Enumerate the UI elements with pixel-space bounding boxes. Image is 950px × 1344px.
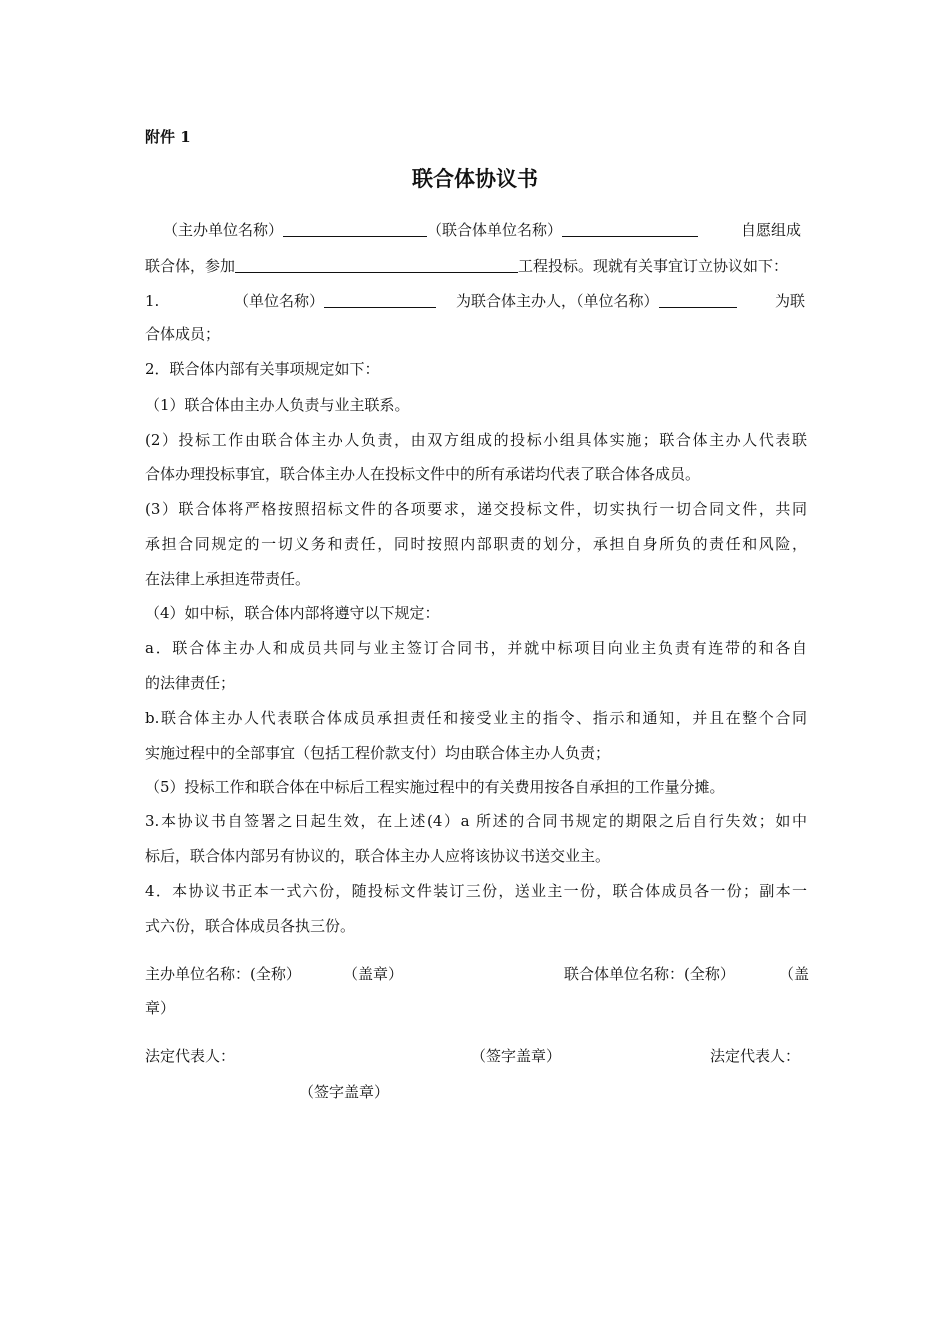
item-3-line-2: 标后，联合体内部另有协议的，联合体主办人应将该协议书送交业主。 (145, 847, 611, 865)
project-name-blank (235, 256, 518, 273)
sub-item-3-line-2: 承担合同规定的一切义务和责任，同时按照内部职责的划分，承担自身所负的责任和风险， (145, 535, 807, 553)
item-1-lead-text: 为联合体主办人，（单位名称） (456, 292, 659, 310)
document-title: 联合体协议书 (412, 166, 538, 191)
sub-item-3-line-3: 在法律上承担连带责任。 (145, 570, 311, 588)
item-1-number: 1. (145, 292, 160, 310)
sub-item-2-line-1: (2）投标工作由联合体主办人负责，由双方组成的投标小组具体实施；联合体主办人代表联 (145, 431, 807, 449)
intro-agreement: 工程投标。现就有关事宜订立协议如下： (518, 257, 789, 275)
sub-item-2-line-2: 合体办理投标事宜，联合体主办人在投标文件中的所有承诺均代表了联合体各成员。 (145, 465, 701, 483)
item-1-middle (456, 290, 737, 312)
member-unit-blank (562, 220, 698, 237)
lead-unit-name-label: 主办单位名称：(全称） (145, 965, 301, 983)
intro-line-2 (145, 255, 788, 277)
sign-seal-middle: （签字盖章） (471, 1047, 562, 1065)
sub-item-4a-line-1: a．联合体主办人和成员共同与业主签订合同书，并就中标项目向业主负责有连带的和各自 (145, 639, 807, 657)
item-1-line (234, 290, 436, 312)
sub-item-4b-line-1: b.联合体主办人代表联合体成员承担责任和接受业主的指令、指示和通知，并且在整个合同 (145, 709, 807, 727)
sub-item-4b-line-2: 实施过程中的全部事宜（包括工程价款支付）均由联合体主办人负责； (145, 744, 611, 762)
legal-rep-left: 法定代表人： (145, 1047, 236, 1065)
member-unit-seal-cont: 章） (145, 999, 176, 1017)
sub-item-4a-line-2: 的法律责任； (145, 674, 236, 692)
legal-rep-right: 法定代表人： (710, 1047, 801, 1065)
member-unit-name-label: 联合体单位名称：(全称） (564, 965, 735, 983)
sub-item-5: （5）投标工作和联合体在中标后工程实施过程中的有关费用按各自承担的工作量分摊。 (145, 778, 725, 796)
intro-participate: 联合体，参加 (145, 257, 236, 275)
intro-line-1 (163, 219, 698, 241)
item-4-line-1: 4．本协议书正本一式六份，随投标文件装订三份，送业主一份，联合体成员各一份；副本一 (145, 882, 807, 900)
item-1-tail: 为联 (775, 292, 806, 310)
item-2: 2．联合体内部有关事项规定如下： (145, 360, 380, 378)
lead-unit-label: （主办单位名称） (163, 221, 284, 239)
item-3-line-1: 3.本协议书自签署之日起生效，在上述(4）a 所述的合同书规定的期限之后自行失效；如中 (145, 812, 807, 830)
item-4-line-2: 式六份，联合体成员各执三份。 (145, 917, 356, 935)
sub-item-4: （4）如中标，联合体内部将遵守以下规定： (145, 604, 440, 622)
lead-unit-blank (283, 220, 427, 237)
member-unit-seal: （盖 (779, 965, 810, 983)
attachment-label: 附件 1 (145, 128, 191, 146)
item-1-lead-blank (324, 291, 436, 308)
sign-seal-bottom: （签字盖章） (299, 1083, 390, 1101)
intro-voluntary: 自愿组成 (741, 221, 802, 239)
item-1-line-2: 合体成员； (145, 325, 221, 343)
sub-item-1: （1）联合体由主办人负责与业主联系。 (145, 396, 410, 414)
item-1-unit-label: （单位名称） (234, 292, 325, 310)
item-1-member-blank (659, 291, 737, 308)
lead-unit-seal: （盖章） (343, 965, 404, 983)
sub-item-3-line-1: (3）联合体将严格按照招标文件的各项要求，递交投标文件，切实执行一切合同文件，共同 (145, 500, 807, 518)
member-unit-label: （联合体单位名称） (427, 221, 563, 239)
